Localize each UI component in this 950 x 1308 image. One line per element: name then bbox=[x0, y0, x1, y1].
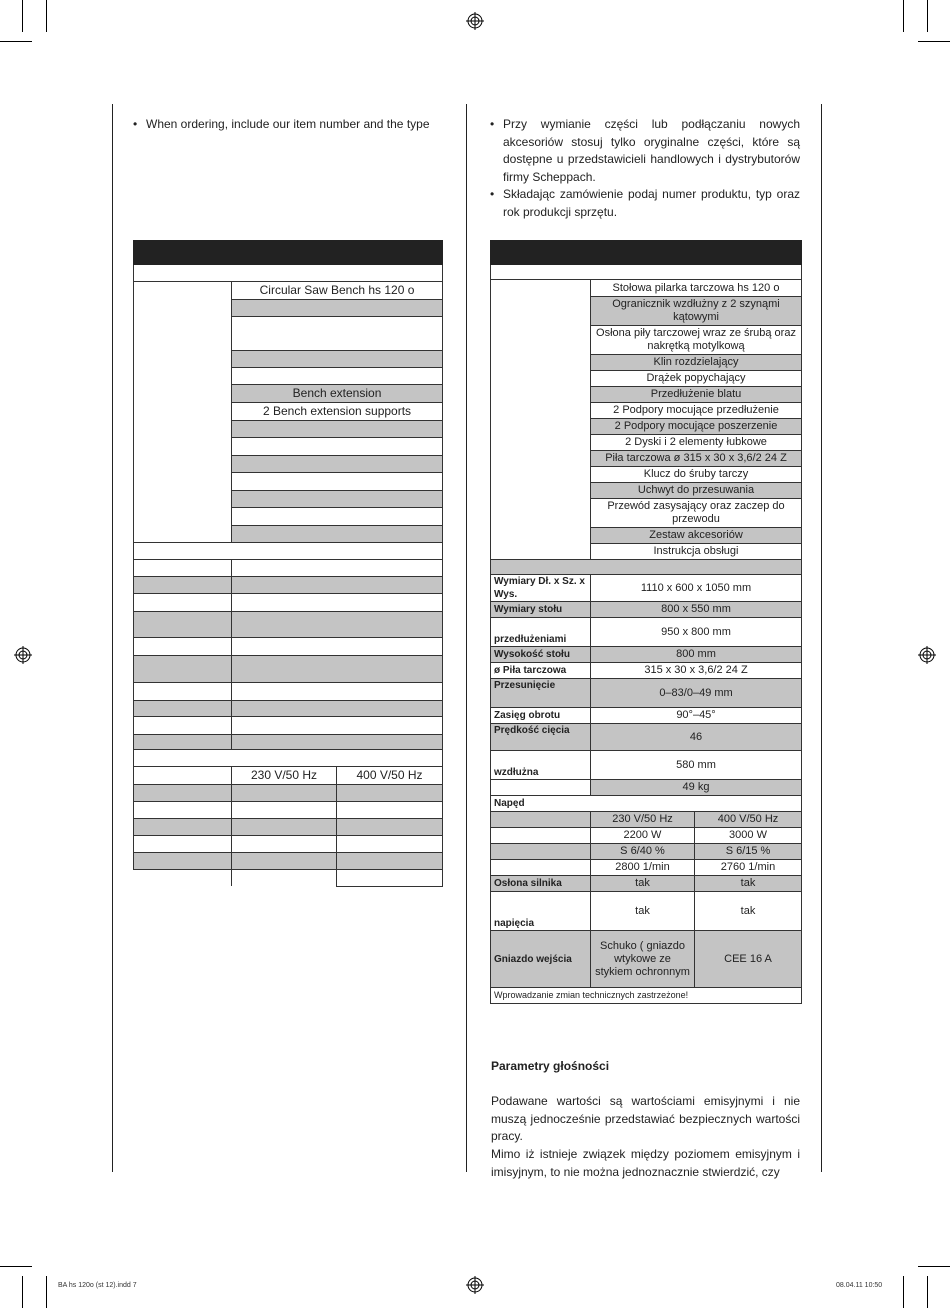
right-bullet-text: Składając zamówienie podaj numer produktu, typ oraz rok produkcji sprzętu. bbox=[503, 187, 800, 219]
right-bullet-text: Przy wymianie części lub podłączaniu nowych akcesoriów stosuj tylko oryginalne części, które są dostępne u przedstawicieli handlowych i dystrybutorów firmy Scheppach. bbox=[503, 117, 800, 184]
table-header-bar bbox=[491, 241, 802, 265]
motor-label bbox=[491, 844, 591, 860]
crop-mark bbox=[46, 1276, 47, 1308]
motor-label bbox=[491, 860, 591, 876]
paragraph: Podawane wartości są wartościami emisyjnymi i nie muszą jednocześnie przedstawiać bezpiecznych wartości pracy. bbox=[491, 1094, 800, 1143]
tech-value: 800 x 550 mm bbox=[591, 602, 802, 618]
motor-value: tak bbox=[695, 892, 802, 931]
crop-mark bbox=[903, 1276, 904, 1308]
registration-mark-icon bbox=[466, 1276, 484, 1294]
tech-label: ø Piła tarczowa bbox=[491, 663, 591, 679]
scope-item: Drążek popychający bbox=[591, 371, 802, 387]
tech-label bbox=[491, 780, 591, 796]
registration-mark-icon bbox=[466, 12, 484, 30]
scope-item: Stołowa pilarka tarczowa hs 120 o bbox=[591, 280, 802, 297]
technical-note: Wprowadzanie zmian technicznych zastrzeżone! bbox=[491, 988, 802, 1004]
scope-item: Piła tarczowa ø 315 x 30 x 3,6/2 24 Z bbox=[591, 451, 802, 467]
registration-mark-icon bbox=[918, 646, 936, 664]
motor-value: CEE 16 A bbox=[695, 931, 802, 988]
scope-item: Ogranicznik wzdłużny z 2 szynąmi kątowymi bbox=[591, 297, 802, 326]
noise-heading: Parametry głośności bbox=[491, 1059, 610, 1073]
motor-value: S 6/15 % bbox=[695, 844, 802, 860]
scope-item: Przedłużenie blatu bbox=[591, 387, 802, 403]
crop-mark bbox=[927, 0, 928, 32]
tech-value: 315 x 30 x 3,6/2 24 Z bbox=[591, 663, 802, 679]
scope-item bbox=[232, 351, 443, 368]
motor-header-230: 230 V/50 Hz bbox=[591, 812, 695, 828]
scope-item: 2 Podpory mocujące przedłużenie bbox=[591, 403, 802, 419]
scope-item bbox=[232, 368, 443, 385]
tech-label: Prędkość cięcia bbox=[491, 724, 591, 751]
tech-value: 950 x 800 mm bbox=[591, 618, 802, 647]
crop-mark bbox=[22, 1276, 23, 1308]
scope-item bbox=[232, 526, 443, 543]
scope-item bbox=[232, 491, 443, 508]
crop-mark bbox=[22, 0, 23, 32]
motor-label bbox=[491, 828, 591, 844]
left-spec-table bbox=[133, 240, 443, 887]
motor-label: Gniazdo wejścia bbox=[491, 931, 591, 988]
scope-item: Bench extension bbox=[232, 385, 443, 403]
scope-item: 2 Bench extension supports bbox=[232, 403, 443, 421]
right-spec-table bbox=[490, 240, 802, 1004]
crop-mark bbox=[46, 0, 47, 32]
scope-item: Osłona piły tarczowej wraz ze śrubą oraz nakrętką motylkową bbox=[591, 326, 802, 355]
tech-value: 0–83/0–49 mm bbox=[591, 679, 802, 708]
tech-label: Przesunięcie bbox=[491, 679, 591, 708]
scope-item: Klin rozdzielający bbox=[591, 355, 802, 371]
motor-value: tak bbox=[695, 876, 802, 892]
scope-item: Circular Saw Bench hs 120 o bbox=[232, 282, 443, 300]
scope-item: Klucz do śruby tarczy bbox=[591, 467, 802, 483]
table-row bbox=[134, 543, 443, 560]
motor-header-230: 230 V/50 Hz bbox=[232, 767, 337, 785]
tech-value: 1110 x 600 x 1050 mm bbox=[591, 575, 802, 602]
motor-value: 3000 W bbox=[695, 828, 802, 844]
motor-value: tak bbox=[591, 876, 695, 892]
tech-label: Wymiary Dł. x Sz. x Wys. bbox=[491, 575, 591, 602]
tech-label: wzdłużna bbox=[491, 751, 591, 780]
motor-value: 2800 1/min bbox=[591, 860, 695, 876]
motor-label: Osłona silnika bbox=[491, 876, 591, 892]
scope-item: Instrukcja obsługi bbox=[591, 544, 802, 560]
scope-item bbox=[232, 438, 443, 456]
column-rule bbox=[112, 104, 113, 1172]
tech-label: Wysokość stołu bbox=[491, 647, 591, 663]
crop-mark bbox=[903, 0, 904, 32]
crop-mark bbox=[0, 41, 32, 42]
scope-item: Uchwyt do przesuwania bbox=[591, 483, 802, 499]
tech-label: Wymiary stołu bbox=[491, 602, 591, 618]
tech-value: 800 mm bbox=[591, 647, 802, 663]
table-row bbox=[134, 265, 443, 282]
motor-value: 2760 1/min bbox=[695, 860, 802, 876]
footer-file-info: BA hs 120o (st 12).indd 7 bbox=[58, 1282, 137, 1289]
scope-item bbox=[232, 300, 443, 317]
tech-value: 46 bbox=[591, 724, 802, 751]
motor-value: Schuko ( gniazdo wtykowe ze stykiem ochronnym bbox=[591, 931, 695, 988]
scope-item: 2 Podpory mocujące poszerzenie bbox=[591, 419, 802, 435]
left-bullet-text: When ordering, include our item number and the type bbox=[146, 117, 430, 131]
motor-value: 2200 W bbox=[591, 828, 695, 844]
scope-item bbox=[232, 473, 443, 491]
table-row bbox=[134, 282, 443, 300]
crop-mark bbox=[918, 41, 950, 42]
tech-value: 90°–45° bbox=[591, 708, 802, 724]
scope-item bbox=[232, 421, 443, 438]
scope-item: Zestaw akcesoriów bbox=[591, 528, 802, 544]
motor-value: tak bbox=[591, 892, 695, 931]
column-rule bbox=[821, 104, 822, 1172]
motor-value: S 6/40 % bbox=[591, 844, 695, 860]
scope-item: 2 Dyski i 2 elementy łubkowe bbox=[591, 435, 802, 451]
motor-header-400: 400 V/50 Hz bbox=[695, 812, 802, 828]
right-bullet-2: • Składając zamówienie podaj numer produktu, typ oraz rok produkcji sprzętu. bbox=[490, 187, 800, 219]
left-bullet: • When ordering, include our item number and the type bbox=[133, 117, 430, 131]
motor-header-400: 400 V/50 Hz bbox=[337, 767, 443, 785]
tech-label: Zasięg obrotu bbox=[491, 708, 591, 724]
tech-value: 580 mm bbox=[591, 751, 802, 780]
footer-timestamp: 08.04.11 10:50 bbox=[836, 1282, 883, 1289]
table-row bbox=[134, 750, 443, 767]
tech-value: 49 kg bbox=[591, 780, 802, 796]
column-rule bbox=[466, 104, 467, 1172]
tech-label: przedłużeniami bbox=[491, 618, 591, 647]
table-header-bar bbox=[134, 241, 443, 265]
scope-item bbox=[232, 508, 443, 526]
scope-item bbox=[232, 317, 443, 351]
motor-label: napięcia bbox=[491, 892, 591, 931]
registration-mark-icon bbox=[14, 646, 32, 664]
crop-mark bbox=[927, 1276, 928, 1308]
paragraph: Mimo iż istnieje związek między poziomem emisyjnym i imisyjnym, to nie można jednoznacznie stwierdzić, czy bbox=[491, 1147, 800, 1179]
crop-mark bbox=[918, 1266, 950, 1267]
scope-item: Przewód zasysający oraz zaczep do przewodu bbox=[591, 499, 802, 528]
crop-mark bbox=[0, 1266, 32, 1267]
scope-item bbox=[232, 456, 443, 473]
drive-label: Napęd bbox=[491, 796, 802, 812]
right-bullet-1: • Przy wymianie części lub podłączaniu nowych akcesoriów stosuj tylko oryginalne części, które są dostępne u przedstawicieli handlowych i dystrybutorów firmy Scheppach. bbox=[490, 117, 800, 184]
